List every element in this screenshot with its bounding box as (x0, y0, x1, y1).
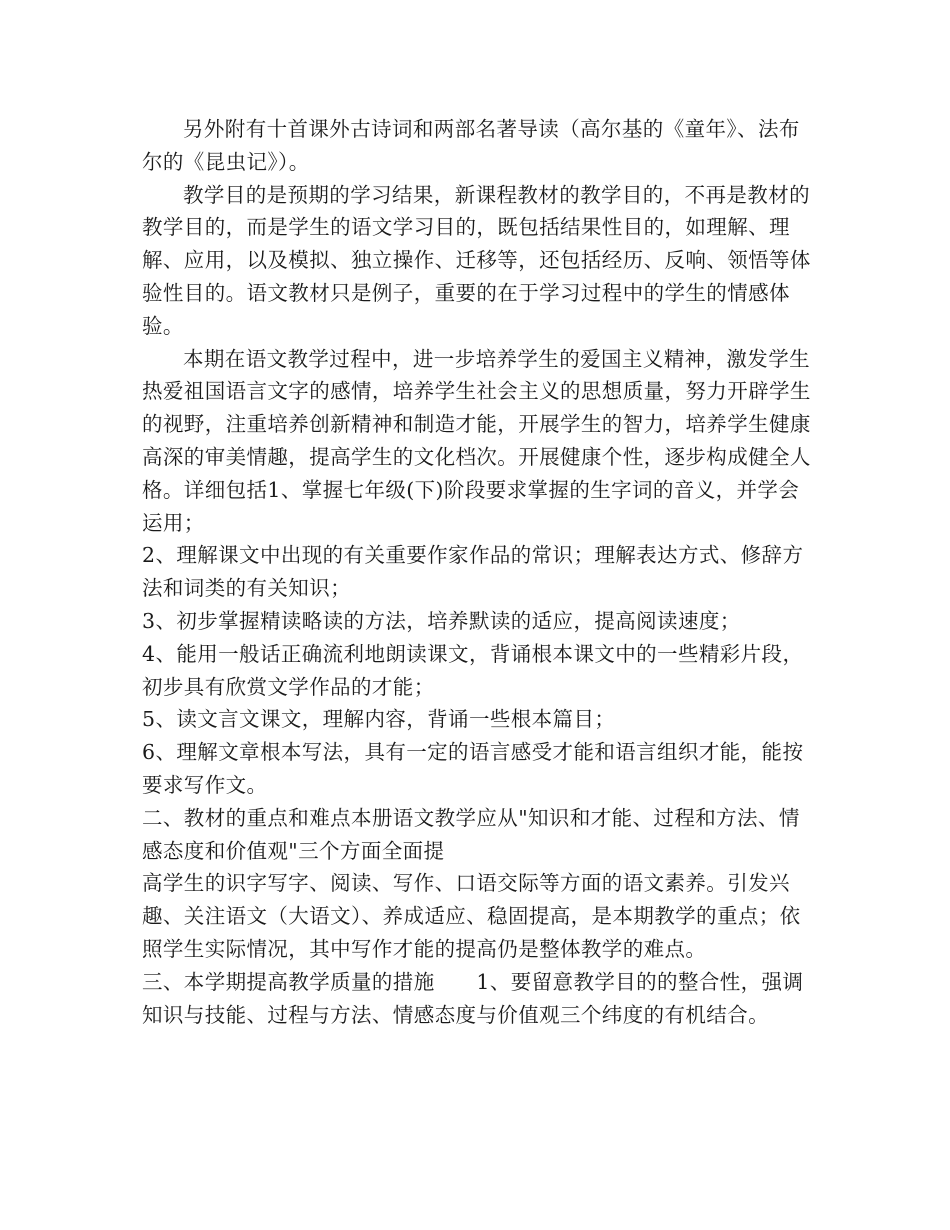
section-heading-measures: 三、本学期提高教学质量的措施 1、要留意教学目的的整合性，强调知识与技能、过程与方法、情感态度与价值观三个纬度的有机结合。 (142, 969, 804, 1027)
list-item-5: 5、读文言文课文，理解内容，背诵一些根本篇目； (142, 707, 616, 732)
list-item-2: 2、理解课文中出现的有关重要作家作品的常识；理解表达方式、修辞方法和词类的有关知识； (142, 543, 804, 601)
list-item-6: 6、理解文章根本写法，具有一定的语言感受才能和语言组织才能，能按要求写作文。 (142, 740, 804, 797)
list-item-4: 4、能用一般话正确流利地朗读课文，背诵根本课文中的一些精彩片段，初步具有欣赏文学作品的才能； (142, 641, 804, 699)
paragraph-key-points-body: 高学生的识字写字、阅读、写作、口语交际等方面的语文素养。引发兴趣、关注语文（大语文）、养成适应、稳固提高，是本期教学的重点；依照学生实际情况，其中写作才能的提高仍是整体教学的难点。 (142, 871, 801, 961)
list-item-3: 3、初步掌握精读略读的方法，培养默读的适应，提高阅读速度； (142, 608, 741, 633)
document-body (142, 113, 817, 1031)
paragraph-teaching-goals: 教学目的是预期的学习结果，新课程教材的教学目的，不再是教材的教学目的，而是学生的语文学习目的，既包括结果性目的，如理解、理解、应用，以及模拟、独立操作、迁移等，还包括经历、反响、领悟等体验性目的。语文教材只是例子，重要的在于学习过程中的学生的情感体验。 (142, 182, 811, 338)
section-heading-key-points: 二、教材的重点和难点本册语文教学应从"知识和才能、过程和方法、情感态度和价值观"三个方面全面提 (142, 805, 800, 863)
paragraph-term-plan: 本期在语文教学过程中，进一步培养学生的爱国主义精神，激发学生热爱祖国语言文字的感情，培养学生社会主义的思想质量，努力开辟学生的视野，注重培养创新精神和制造才能，开展学生的智力，培养学生健康高深的审美情趣，提高学生的文化档次。开展健康个性，逐步构成健全人格。详细包括1、掌握七年级(下)阶段要求掌握的生字词的音义，并学会运用； (142, 346, 811, 535)
paragraph-appendix-note: 另外附有十首课外古诗词和两部名著导读（高尔基的《童年》、法布尔的《昆虫记》）。 (142, 117, 800, 174)
